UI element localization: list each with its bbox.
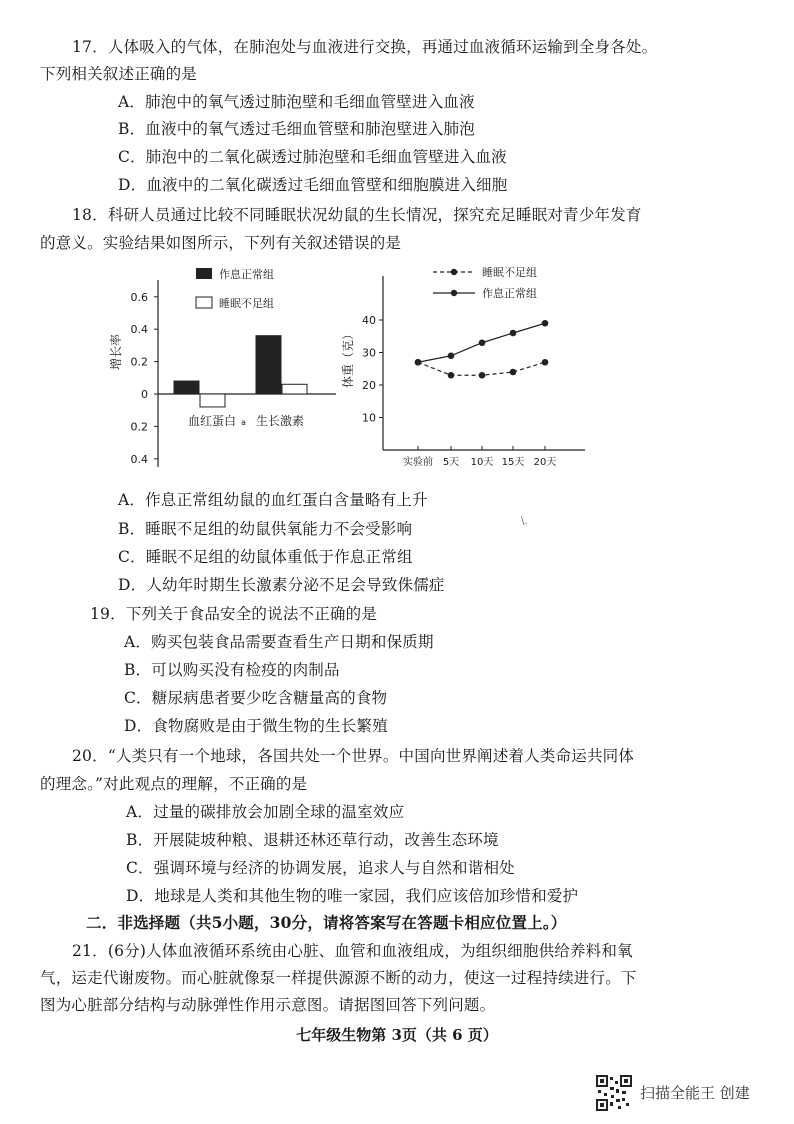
bar-y-tick-label: 0.4 bbox=[130, 452, 148, 466]
q20-option-c: C．强调环境与经济的协调发展，追求人与自然和谐相处 bbox=[126, 859, 515, 877]
bar-y-tick-label: 0.2 bbox=[130, 420, 148, 434]
line-point-normal bbox=[542, 320, 549, 327]
bar-category-label-hemoglobin: 血红蛋白 bbox=[188, 414, 237, 428]
bar-legend-swatch-sleepless bbox=[196, 297, 212, 308]
bar-legend-swatch-normal bbox=[196, 268, 212, 279]
q21-line1: 21．(6分)人体血液循环系统由心脏、血管和血液组成，为组织细胞供给养料和氧 bbox=[72, 942, 633, 960]
line-legend-label-sleepless: 睡眠不足组 bbox=[482, 266, 537, 279]
q17-option-a: A．肺泡中的氧气透过肺泡壁和毛细血管壁进入血液 bbox=[118, 93, 475, 111]
line-point-normal bbox=[479, 339, 486, 346]
q20-option-b: B．开展陡坡种粮、退耕还林还草行动，改善生态环境 bbox=[126, 831, 499, 849]
q17-stem-line1: 17．人体吸入的气体，在肺泡处与血液进行交换，再通过血液循环运输到全身各处。 bbox=[72, 38, 658, 56]
q18-option-d: D．人幼年时期生长激素分泌不足会导致侏儒症 bbox=[118, 576, 445, 594]
line-point-sleepless bbox=[542, 359, 549, 366]
q19-option-d: D．食物腐败是由于微生物的生长繁殖 bbox=[124, 717, 388, 735]
q17-option-d: D．血液中的二氧化碳透过毛细血管壁和细胞膜进入细胞 bbox=[118, 176, 508, 194]
speck-mark: \. bbox=[521, 516, 528, 527]
bar-y-tick-label: 0.2 bbox=[130, 355, 148, 369]
page-footer: 七年级生物第 3页（共 6 页） bbox=[296, 1026, 498, 1044]
line-point-sleepless bbox=[479, 372, 486, 379]
q20-option-d: D．地球是人类和其他生物的唯一家园，我们应该倍加珍惜和爱护 bbox=[126, 887, 579, 905]
bar-y-tick-label: 0 bbox=[141, 388, 148, 401]
q19-option-c: C．糖尿病患者要少吃含糖量高的食物 bbox=[124, 689, 388, 707]
bar-normal-0 bbox=[174, 381, 199, 394]
q17-option-b: B．血液中的氧气透过毛细血管壁和肺泡壁进入肺泡 bbox=[118, 120, 475, 138]
bar-y-tick-label: 0.6 bbox=[130, 290, 148, 304]
line-legend-label-normal: 作息正常组 bbox=[482, 287, 537, 300]
q18-stem-line1: 18．科研人员通过比较不同睡眠状况幼鼠的生长情况，探究充足睡眠对青少年发育 bbox=[72, 206, 642, 224]
bar-chart bbox=[106, 262, 346, 482]
bar-sleepless-0 bbox=[200, 394, 225, 407]
line-point-normal bbox=[510, 330, 517, 337]
q18-option-b: B．睡眠不足组的幼鼠供氧能力不会受影响 bbox=[118, 520, 413, 538]
line-x-tick-label: 15天 bbox=[501, 457, 525, 468]
bar-category-marker: a bbox=[241, 418, 246, 427]
q19-stem: 19．下列关于食品安全的说法不正确的是 bbox=[90, 605, 378, 623]
line-point-sleepless bbox=[510, 369, 517, 376]
qr-code-icon bbox=[596, 1075, 632, 1111]
line-chart bbox=[340, 258, 600, 478]
scanner-watermark-label: 扫描全能王 创建 bbox=[640, 1084, 750, 1102]
line-chart-ylabel: 体重（克） bbox=[341, 327, 355, 389]
line-x-tick-label: 实验前 bbox=[403, 457, 433, 468]
line-y-tick-label: 40 bbox=[362, 314, 376, 327]
bar-sleepless-1 bbox=[282, 384, 307, 394]
line-x-tick-label: 5天 bbox=[442, 457, 460, 468]
bar-normal-1 bbox=[256, 336, 281, 394]
line-y-tick-label: 10 bbox=[362, 411, 376, 425]
q20-option-a: A．过量的碳排放会加剧全球的温室效应 bbox=[126, 803, 405, 821]
q20-stem-line1: 20．“人类只有一个地球，各国共处一个世界。中国向世界阐述着人类命运共同体 bbox=[72, 747, 635, 765]
bar-category-label-gh: 生长激素 bbox=[256, 414, 305, 428]
q20-stem-line2: 的理念。”对此观点的理解，不正确的是 bbox=[40, 775, 308, 793]
q19-option-b: B．可以购买没有检疫的肉制品 bbox=[124, 661, 340, 679]
q19-option-a: A．购买包装食品需要查看生产日期和保质期 bbox=[124, 633, 434, 651]
q21-line2: 气，运走代谢废物。而心脏就像泵一样提供源源不断的动力，使这一过程持续进行。下 bbox=[40, 969, 637, 987]
q18-option-c: C．睡眠不足组的幼鼠体重低于作息正常组 bbox=[118, 548, 413, 566]
bar-legend-label-sleepless: 睡眠不足组 bbox=[219, 297, 274, 310]
bar-legend-label-normal: 作息正常组 bbox=[219, 268, 274, 281]
q18-stem-line2: 的意义。实验结果如图所示，下列有关叙述错误的是 bbox=[40, 234, 402, 252]
line-y-tick-label: 30 bbox=[362, 346, 376, 360]
bar-chart-ylabel: 增长率 bbox=[109, 333, 123, 371]
line-x-tick-label: 20天 bbox=[533, 457, 557, 468]
q18-option-a: A．作息正常组幼鼠的血红蛋白含量略有上升 bbox=[118, 491, 428, 509]
section2-heading: 二．非选择题（共5小题，30分，请将答案写在答题卡相应位置上。） bbox=[86, 913, 567, 932]
line-legend-dot-sleepless bbox=[451, 269, 457, 275]
line-point-sleepless bbox=[448, 372, 455, 379]
line-point-normal bbox=[415, 359, 422, 366]
line-point-normal bbox=[448, 352, 455, 359]
bar-y-tick-label: 0.4 bbox=[130, 323, 148, 337]
q17-stem-line2: 下列相关叙述正确的是 bbox=[40, 65, 198, 83]
line-legend-dot-normal bbox=[451, 290, 457, 296]
line-y-tick-label: 20 bbox=[362, 379, 376, 392]
q21-line3: 图为心脏部分结构与动脉弹性作用示意图。请据图回答下列问题。 bbox=[40, 996, 496, 1014]
line-x-tick-label: 10天 bbox=[470, 457, 494, 468]
q17-option-c: C．肺泡中的二氧化碳透过肺泡壁和毛细血管壁进入血液 bbox=[118, 148, 507, 166]
